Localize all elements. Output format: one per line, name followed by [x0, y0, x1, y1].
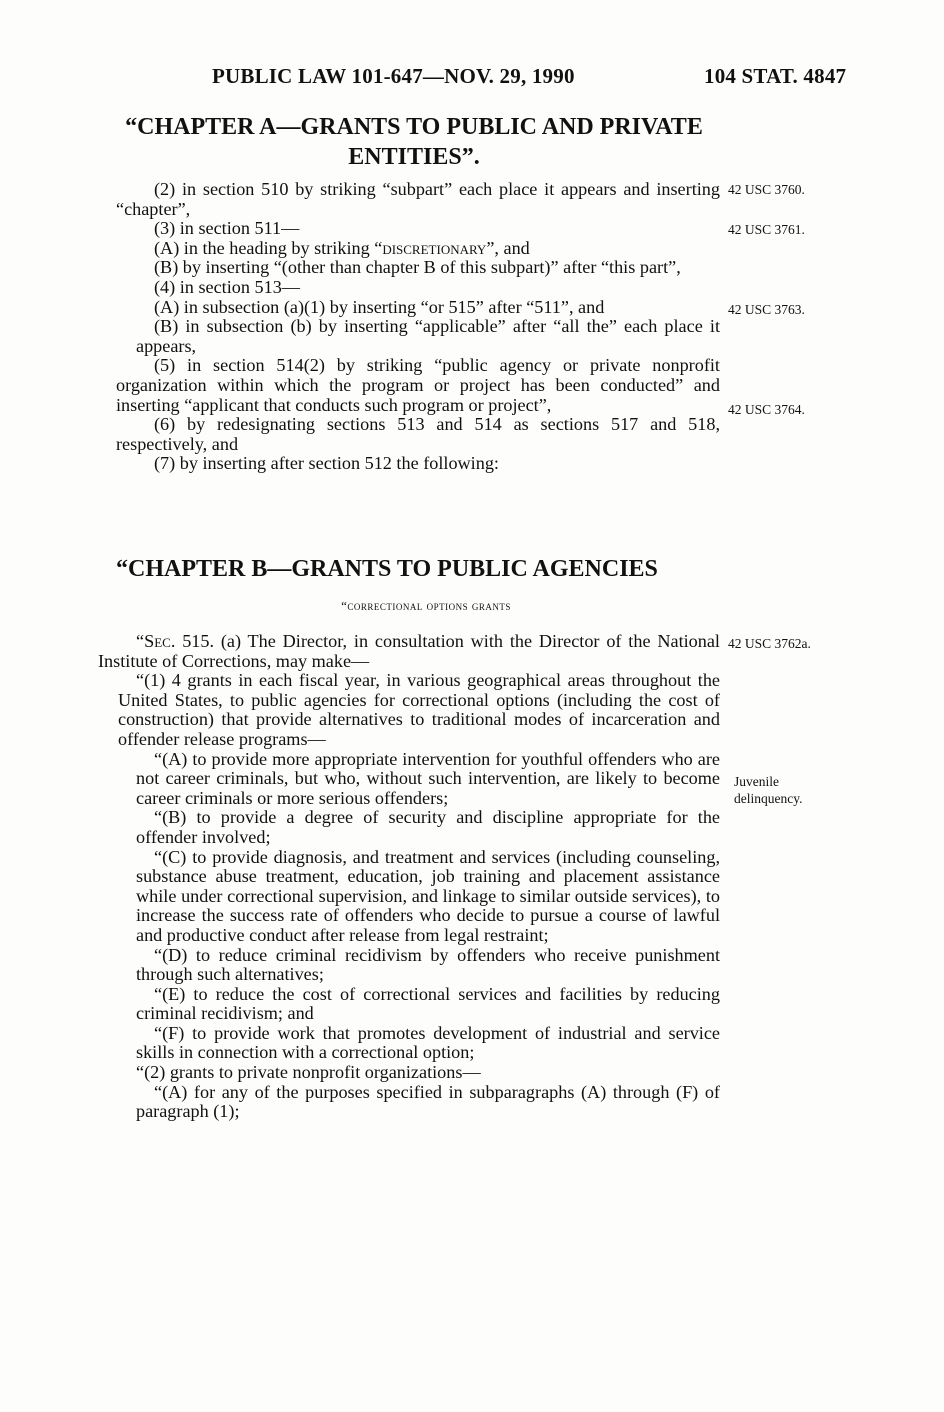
amendment-paragraph-4: (4) in section 513—	[154, 276, 300, 297]
section-515-intro: “Sec. 515. (a) The Director, in consultation with the Director of the National Institute of Corrections, may make—	[98, 631, 720, 671]
section-515-subparagraph-c: “(C) to provide diagnosis, and treatment and services (including counseling, substance abuse treatment, education, job training and placement assistance while under correctional supervision, and linkage to similar outside services), to increase the success rate of offenders who decide to pursue a course of lawful and productive conduct after release from legal restraint;	[136, 846, 720, 945]
chapter-b-heading: “CHAPTER B—GRANTS TO PUBLIC AGENCIES	[116, 556, 658, 582]
margin-note-42-usc-3763: 42 USC 3763.	[728, 302, 805, 317]
margin-note-42-usc-3762a: 42 USC 3762a.	[728, 636, 811, 651]
amendment-paragraph-4b: (B) in subsection (b) by inserting “applicable” after “all the” each place it appears,	[136, 316, 720, 356]
statute-page-reference: 104 STAT. 4847	[704, 64, 847, 88]
amendment-paragraph-3: (3) in section 511—	[154, 218, 300, 239]
amendment-paragraph-7: (7) by inserting after section 512 the following:	[154, 453, 499, 474]
margin-note-42-usc-3761: 42 USC 3761.	[728, 222, 805, 237]
section-515-block	[98, 632, 720, 1122]
margin-note-42-usc-3764: 42 USC 3764.	[728, 402, 805, 417]
section-515-paragraph-1: “(1) 4 grants in each fiscal year, in various geographical areas throughout the United States, to public agencies for correctional options (including the cost of construction) that provide alternatives to traditional modes of incarceration and offender release programs—	[118, 670, 720, 749]
margin-note-juvenile-delinquency	[734, 773, 844, 807]
margin-note-juvenile-line-2: delinquency.	[734, 791, 803, 806]
section-515-subparagraph-b: “(B) to provide a degree of security and discipline appropriate for the offender involved;	[136, 807, 720, 847]
section-515-paragraph-2a: “(A) for any of the purposes specified in subparagraphs (A) through (F) of paragraph (1);	[136, 1081, 720, 1122]
amendment-paragraph-2: (2) in section 510 by striking “subpart” each place it appears and inserting “chapter”,	[116, 179, 720, 219]
amendment-paragraph-5: (5) in section 514(2) by striking “public agency or private nonprofit organization within which the program or project has been conducted” and inserting “applicant that conducts such program or project”,	[116, 355, 720, 415]
margin-note-42-usc-3760: 42 USC 3760.	[728, 182, 805, 197]
margin-note-juvenile-line-1: Juvenile	[734, 774, 779, 789]
amendment-paragraph-4a: (A) in subsection (a)(1) by inserting “or 515” after “511”, and	[154, 296, 605, 317]
section-515-subparagraph-e: “(E) to reduce the cost of correctional services and facilities by reducing criminal recidivism; and	[136, 983, 720, 1024]
section-515-paragraph-2: “(2) grants to private nonprofit organizations—	[136, 1062, 481, 1083]
amendments-block	[116, 180, 720, 474]
chapter-a-heading: “CHAPTER A—GRANTS TO PUBLIC AND PRIVATE ENTITIES”.	[125, 114, 703, 170]
amendment-paragraph-3b: (B) by inserting “(other than chapter B of this subpart)” after “this part”,	[154, 257, 681, 278]
section-515-subparagraph-a: “(A) to provide more appropriate intervention for youthful offenders who are not career criminals, but who, without such intervention, are likely to become career criminals or more serious offenders;	[136, 748, 720, 808]
running-head: PUBLIC LAW 101-647—NOV. 29, 1990	[212, 64, 575, 88]
section-515-subparagraph-f: “(F) to provide work that promotes development of industrial and service skills in connection with a correctional option;	[136, 1022, 720, 1063]
amendment-paragraph-6: (6) by redesignating sections 513 and 514 as sections 517 and 518, respectively, and	[116, 414, 720, 454]
amendment-paragraph-3a: (A) in the heading by striking “discretionary”, and	[154, 237, 530, 258]
section-515-subparagraph-d: “(D) to reduce criminal recidivism by offenders who receive punishment through such alternatives;	[136, 944, 720, 985]
section-subheading: “correctional options grants	[341, 598, 511, 613]
